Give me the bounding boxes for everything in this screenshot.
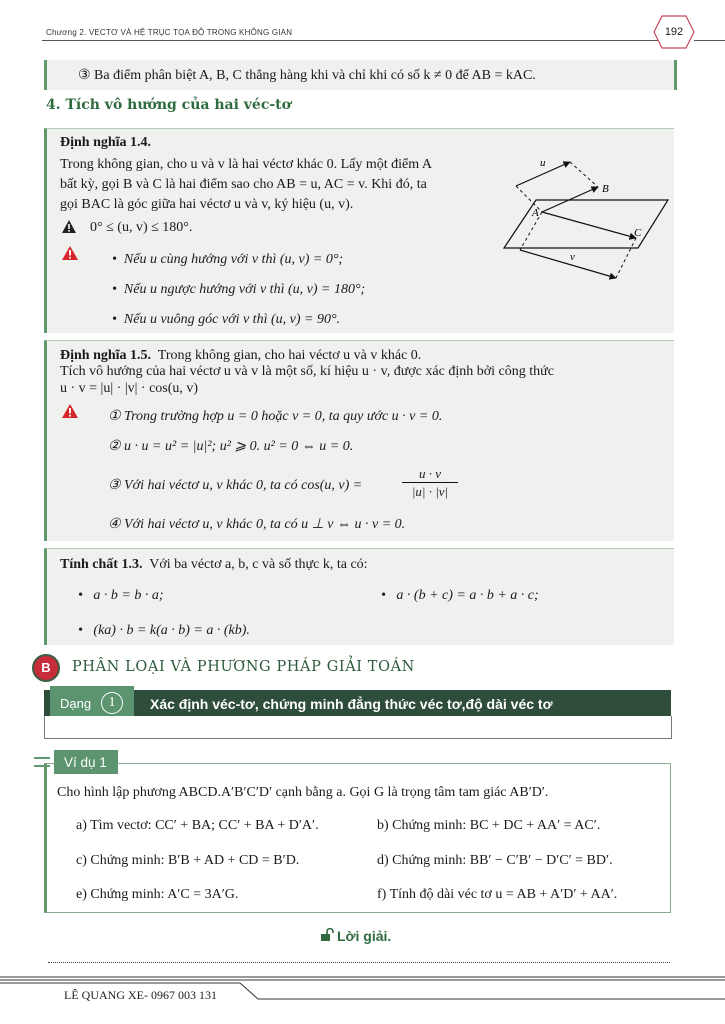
warning-icon (61, 219, 77, 234)
def14-title: Định nghĩa 1.4. (60, 135, 152, 150)
prop-text: a · (b + c) = a · b + a · c; (396, 588, 539, 603)
fraction-denominator: |u| · |v| (411, 484, 449, 499)
section-b-title: PHÂN LOẠI VÀ PHƯƠNG PHÁP GIẢI TOÁN (72, 659, 415, 675)
example-label: Ví dụ 1 (64, 755, 107, 770)
header-rule (42, 40, 660, 41)
label-a: A (532, 207, 539, 219)
list-item: • a · (b + c) = a · b + a · c; (381, 588, 539, 603)
vector-v-line (520, 250, 616, 278)
def14-line2: bất kỳ, gọi B và C là hai điểm sao cho AB = u, AC = v. Khi đó, ta (60, 177, 427, 192)
label-c: C (634, 227, 642, 239)
unlock-icon (320, 928, 334, 942)
list-item: • Nếu u vuông góc với v thì (u, v) = 90°. (112, 312, 341, 327)
example-deco-lines (34, 757, 50, 767)
prop-text: (ka) · b = k(a · b) = a · (kb). (93, 623, 250, 638)
solution-label: Lời giải. (337, 928, 392, 944)
bullet-text: Nếu u vuông góc với v thì (u, v) = 90°. (123, 312, 341, 327)
prop-text: a · b = b · a; (93, 588, 164, 603)
section-4-title: 4. Tích vô hướng của hai véc-tơ (46, 97, 291, 113)
def15-note-3: ③ Với hai véctơ u, v khác 0, ta có cos(u, v) = (108, 478, 363, 493)
def15-note-4: ④ Với hai véctơ u, v khác 0, ta có u ⊥ v ⇔ u · v = 0. (108, 517, 406, 532)
example-statement: Cho hình lập phương ABCD.A′B′C′D′ cạnh bằng a. Gọi G là trọng tâm tam giác AB′D′. (57, 785, 549, 800)
def15-line2: Tích vô hướng của hai véctơ u và v là một số, kí hiệu u · v, được xác định bởi công thức (60, 364, 554, 379)
def15-title: Định nghĩa 1.5. (60, 348, 152, 363)
list-item: • Nếu u ngược hướng với v thì (u, v) = 180°; (112, 282, 366, 297)
section-b-badge-letter: B (41, 660, 51, 675)
example-part-f: f) Tính độ dài véc tơ u = AB + A′D′ + AA′. (377, 887, 618, 902)
label-b: B (602, 183, 609, 195)
header-right-rule (694, 40, 725, 41)
example-part-d: d) Chứng minh: BB′ − C′B′ − D′C′ = BD′. (377, 853, 613, 868)
def15-note-1: ① Trong trường hợp u = 0 hoặc v = 0, ta quy ước u · v = 0. (108, 409, 443, 424)
top-item-text: ③ Ba điểm phân biệt A, B, C thẳng hàng khi và chỉ khi có số k ≠ 0 để AB = kAC. (78, 68, 536, 83)
example-part-b: b) Chứng minh: BC + DC + AA′ = AC′. (377, 818, 601, 833)
vector-ac-line (542, 212, 636, 238)
dang-empty-box (44, 716, 672, 739)
chapter-title: Chương 2. VECTƠ VÀ HỆ TRỤC TỌA ĐỘ TRONG KHÔNG GIAN (46, 28, 293, 37)
label-v: v (570, 251, 575, 263)
dotted-answer-line (48, 962, 670, 963)
dang-title: Xác định véc-tơ, chứng minh đẳng thức véc tơ,độ dài véc tơ (150, 696, 553, 712)
list-item: • Nếu u cùng hướng với v thì (u, v) = 0°; (112, 252, 344, 267)
def14-range: 0° ≤ (u, v) ≤ 180°. (90, 220, 193, 235)
footer-author: LÊ QUANG XE- 0967 003 131 (64, 988, 217, 1002)
list-item: • a · b = b · a; (78, 588, 164, 603)
def15-intro: Trong không gian, cho hai véctơ u và v khác 0. (157, 348, 422, 363)
bullet-text: Nếu u ngược hướng với v thì (u, v) = 180°; (123, 282, 366, 297)
vector-angle-figure (498, 150, 670, 290)
prop13-header (60, 555, 660, 575)
def14-line3: gọi BAC là góc giữa hai véctơ u và v, ký hiệu (u, v). (60, 197, 354, 212)
example-part-e: e) Chứng minh: A′C = 3A′G. (76, 887, 239, 902)
warning-icon (61, 245, 79, 261)
def15-note-2: ② u · u = u² = |u|²; u² ⩾ 0. u² = 0 ⇔ u = 0. (108, 439, 354, 454)
warning-icon (61, 403, 79, 419)
cos-fraction (402, 466, 458, 500)
label-u: u (540, 157, 546, 169)
page-number: 192 (664, 26, 684, 38)
dang-label: Dạng (60, 696, 92, 711)
bullet-text: Nếu u cùng hướng với v thì (u, v) = 0°; (123, 252, 344, 267)
prop13-title: Tính chất 1.3. (60, 557, 143, 572)
dang-number: 1 (108, 695, 116, 710)
list-item: • (ka) · b = k(a · b) = a · (kb). (78, 623, 250, 638)
example-part-c: c) Chứng minh: B′B + AD + CD = B′D. (76, 853, 300, 868)
def15-formula: u · v = |u| · |v| · cos(u, v) (60, 381, 199, 396)
fraction-numerator: u · v (402, 466, 458, 483)
example-part-a: a) Tìm vectơ: CC′ + BA; CC′ + BA + D′A′. (76, 818, 319, 833)
prop13-intro: Với ba véctơ a, b, c và số thực k, ta có: (149, 557, 368, 572)
def14-line1: Trong không gian, cho u và v là hai véctơ khác 0. Lấy một điểm A (60, 157, 432, 172)
page-header (0, 0, 725, 50)
